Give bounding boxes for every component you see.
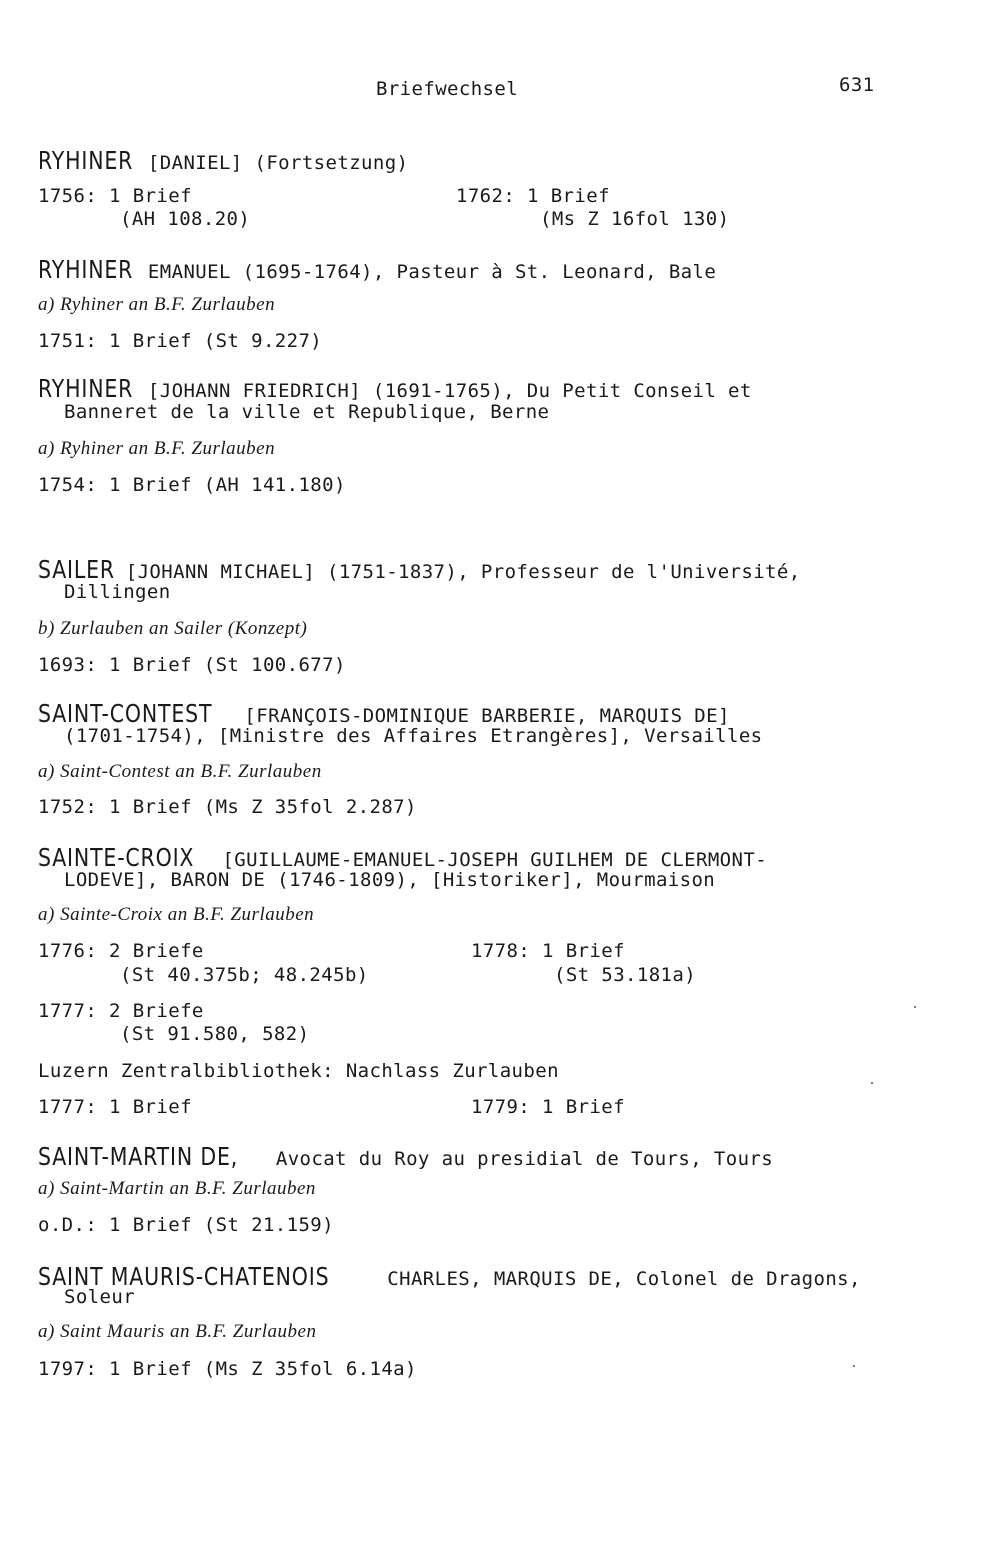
entry-details: CHARLES, MARQUIS DE, Colonel de Dragons, bbox=[375, 1268, 861, 1290]
entry-details-continued: (1701-1754), [Ministre des Affaires Etrangères], Versailles bbox=[64, 725, 763, 747]
letter-count: 1754: 1 Brief (AH 141.180) bbox=[38, 474, 346, 496]
letter-count: 1778: 1 Brief bbox=[471, 940, 625, 962]
entry-name: SAINTE-CROIX bbox=[38, 843, 195, 872]
running-title: Briefwechsel bbox=[376, 78, 519, 100]
letter-count: 1777: 1 Brief bbox=[38, 1096, 192, 1118]
letter-count: 1693: 1 Brief (St 100.677) bbox=[38, 654, 346, 676]
entry-details: EMANUEL (1695-1764), Pasteur à St. Leonard, Bale bbox=[136, 261, 717, 283]
entry-ryhiner-johann-heading bbox=[38, 374, 752, 403]
entry-name: RYHINER bbox=[38, 146, 134, 175]
entry-name: RYHINER bbox=[38, 374, 134, 403]
entry-details-continued: Banneret de la ville et Republique, Berne bbox=[64, 401, 550, 423]
scan-speck bbox=[853, 1365, 855, 1367]
letter-reference: (St 91.580, 582) bbox=[120, 1023, 310, 1045]
entry-details-continued: Soleur bbox=[64, 1286, 136, 1308]
letter-count: 1751: 1 Brief (St 9.227) bbox=[38, 330, 323, 352]
entry-sailer-heading bbox=[38, 555, 801, 584]
entry-name: SAINT-CONTEST bbox=[38, 699, 213, 728]
entry-name: SAILER bbox=[38, 555, 116, 584]
entry-saint-martin-heading bbox=[38, 1142, 773, 1171]
letter-count: 1797: 1 Brief (Ms Z 35fol 6.14a) bbox=[38, 1358, 417, 1380]
letter-count: 1779: 1 Brief bbox=[471, 1096, 625, 1118]
page-number: 631 bbox=[839, 74, 875, 96]
entry-details: [DANIEL] (Fortsetzung) bbox=[136, 152, 409, 174]
correspondence-direction: a) Saint-Contest an B.F. Zurlauben bbox=[38, 761, 322, 782]
letter-count: 1756: 1 Brief bbox=[38, 185, 192, 207]
scan-speck bbox=[871, 1082, 873, 1084]
archive-source: Luzern Zentralbibliothek: Nachlass Zurlauben bbox=[38, 1060, 559, 1082]
scan-speck bbox=[914, 1006, 916, 1008]
letter-count: 1777: 2 Briefe bbox=[38, 1000, 204, 1022]
letter-reference: (St 53.181a) bbox=[554, 964, 697, 986]
entry-ryhiner-emanuel-heading bbox=[38, 255, 716, 284]
correspondence-direction: a) Saint Mauris an B.F. Zurlauben bbox=[38, 1321, 317, 1342]
entry-details: [FRANÇOIS-DOMINIQUE BARBERIE, MARQUIS DE] bbox=[232, 705, 730, 727]
entry-details-continued: LODEVE], BARON DE (1746-1809), [Historiker], Mourmaison bbox=[64, 869, 716, 891]
entry-details: Avocat du Roy au presidial de Tours, Tours bbox=[264, 1148, 774, 1170]
entry-details: [JOHANN FRIEDRICH] (1691-1765), Du Petit Conseil et bbox=[136, 380, 752, 402]
letter-reference: (Ms Z 16fol 130) bbox=[540, 208, 730, 230]
entry-saint-mauris-heading bbox=[38, 1262, 861, 1291]
entry-name: RYHINER bbox=[38, 255, 134, 284]
correspondence-direction: a) Ryhiner an B.F. Zurlauben bbox=[38, 438, 276, 459]
entry-details-continued: Dillingen bbox=[64, 581, 171, 603]
correspondence-direction: a) Ryhiner an B.F. Zurlauben bbox=[38, 294, 276, 315]
letter-count: 1762: 1 Brief bbox=[456, 185, 610, 207]
entry-details: [JOHANN MICHAEL] (1751-1837), Professeur de l'Université, bbox=[113, 561, 801, 583]
correspondence-direction: a) Saint-Martin an B.F. Zurlauben bbox=[38, 1178, 316, 1199]
correspondence-direction: b) Zurlauben an Sailer (Konzept) bbox=[38, 618, 308, 639]
entry-details: [GUILLAUME-EMANUEL-JOSEPH GUILHEM DE CLERMONT- bbox=[210, 849, 768, 871]
entry-name: SAINT-MARTIN DE, bbox=[38, 1142, 239, 1171]
letter-count: 1776: 2 Briefe bbox=[38, 940, 204, 962]
letter-reference: (AH 108.20) bbox=[120, 208, 251, 230]
entry-name: SAINT MAURIS-CHATENOIS bbox=[38, 1262, 330, 1291]
correspondence-direction: a) Sainte-Croix an B.F. Zurlauben bbox=[38, 904, 315, 925]
letter-count: o.D.: 1 Brief (St 21.159) bbox=[38, 1214, 334, 1236]
entry-sainte-croix-heading bbox=[38, 843, 767, 872]
letter-reference: (St 40.375b; 48.245b) bbox=[120, 964, 369, 986]
entry-ryhiner-daniel-heading bbox=[38, 146, 408, 175]
entry-saint-contest-heading bbox=[38, 699, 730, 728]
letter-count: 1752: 1 Brief (Ms Z 35fol 2.287) bbox=[38, 796, 417, 818]
